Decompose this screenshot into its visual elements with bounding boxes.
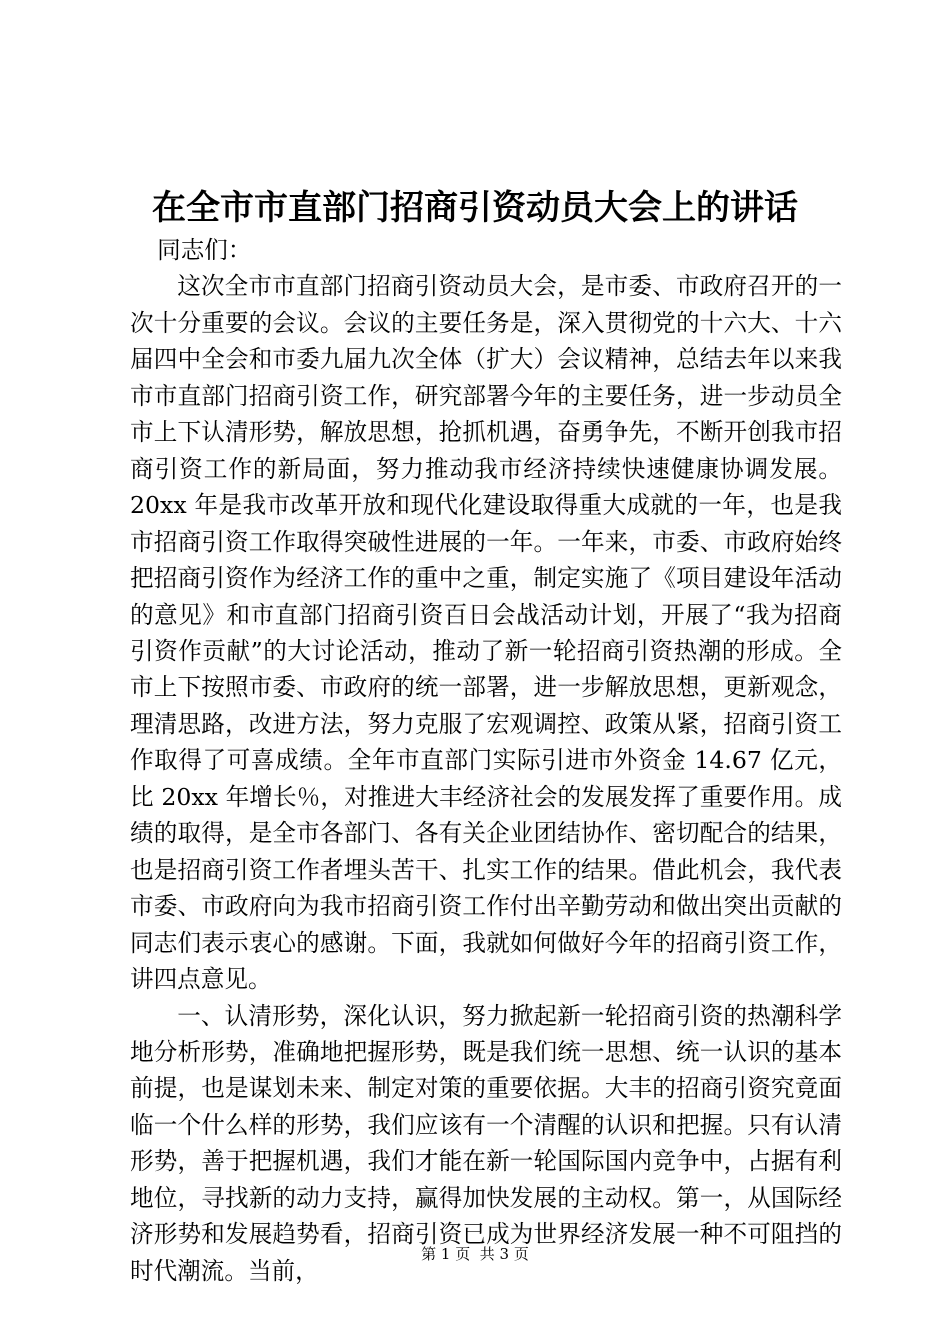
document-title: 在全市市直部门招商引资动员大会上的讲话	[152, 188, 798, 228]
paragraph: 这次全市市直部门招商引资动员大会，是市委、市政府召开的一次十分重要的会议。会议的主要任务是，深入贯彻党的十六大、十六届四中全会和市委九届九次全体（扩大）会议精神，总结去年以来我市市直部门招商引资工作，研究部署今年的主要任务，进一步动员全市上下认清形势，解放思想，抢抓机遇，奋勇争先，不断开创我市招商引资工作的新局面，努力推动我市经济持续快速健康协调发展。20xx 年是我市改革开放和现代化建设取得重大成就的一年，也是我市招商引资工作取得突破性进展的一年。一年来，市委、市政府始终把招商引资作为经济工作的重中之重，制定实施了《项目建设年活动的意见》和市直部门招商引资百日会战活动计划，开展了“我为招商引资作贡献”的大讨论活动，推动了新一轮招商引资热潮的形成。全市上下按照市委、市政府的统一部署，进一步解放思想，更新观念，理清思路，改进方法，努力克服了宏观调控、政策从紧，招商引资工作取得了可喜成绩。全年市直部门实际引进市外资金 14.67 亿元，比 20xx 年增长％，对推进大丰经济社会的发展发挥了重要作用。成绩的取得，是全市各部门、各有关企业团结协作、密切配合的结果，也是招商引资工作者埋头苦干、扎实工作的结果。借此机会，我代表市委、市政府向为我市招商引资工作付出辛勤劳动和做出突出贡献的同志们表示衷心的感谢。下面，我就如何做好今年的招商引资工作，讲四点意见。	[130, 272, 842, 994]
paragraph: 一、认清形势，深化认识，努力掀起新一轮招商引资的热潮科学地分析形势，准确地把握形势，既是我们统一思想、统一认识的基本前提，也是谋划未来、制定对策的重要依据。大丰的招商引资究竟面临一个什么样的形势，我们应该有一个清醒的认识和把握。只有认清形势，善于把握机遇，我们才能在新一轮国际国内竞争中，占据有利地位，寻找新的动力支持，赢得加快发展的主动权。第一，从国际经济形势和发展趋势看，招商引资已成为世界经济发展一种不可阻挡的时代潮流。当前，	[130, 1001, 842, 1285]
page-number: 第 1 页 共 3 页	[421, 1245, 529, 1263]
page-footer	[0, 1244, 950, 1264]
salutation: 同志们：	[157, 236, 252, 264]
document-body	[130, 232, 842, 1289]
